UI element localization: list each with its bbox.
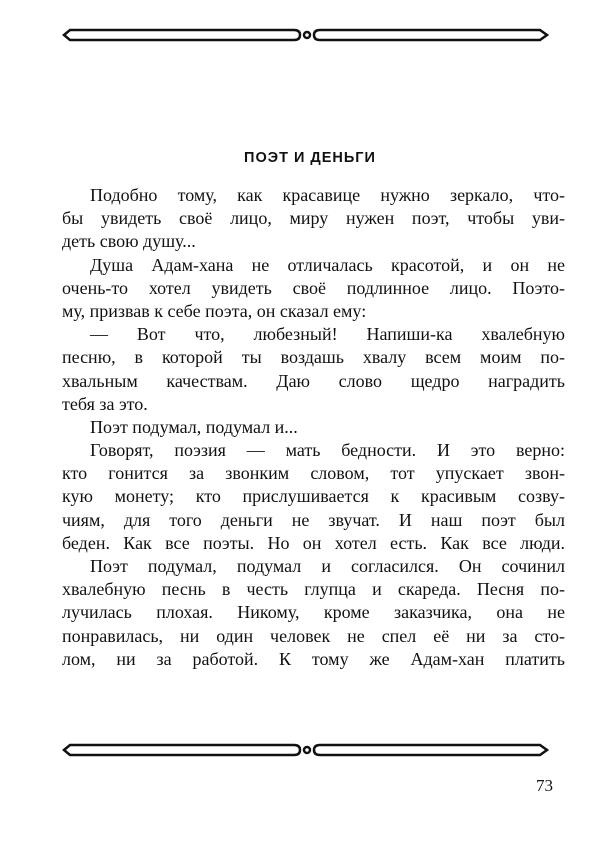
text-line: лом, ни за работой. К тому же Адам-хан платить xyxy=(62,648,565,669)
text-line: песню, в которой ты воздашь хвалу всем моим по- xyxy=(62,347,565,368)
text-line: очень-то хотел увидеть своё подлинное лицо. Поэто- xyxy=(62,277,565,298)
chapter-title: ПОЭТ И ДЕНЬГИ xyxy=(244,150,376,166)
text-line: — Вот что, любезный! Напиши-ка хвалебную xyxy=(90,324,565,345)
text-line: кую монету; кто прислушивается к красивым созву- xyxy=(62,486,565,507)
text-line: Душа Адам-хана не отличалась красотой, и он не xyxy=(90,254,565,275)
text-line: тебя за это. xyxy=(62,393,148,414)
text-line: хвальным качествам. Даю слово щедро наградить xyxy=(62,370,565,391)
text-line: беден. Как все поэты. Но он хотел есть. Как все люди. xyxy=(62,532,565,553)
text-line: Поэт подумал, подумал и согласился. Он сочинил xyxy=(90,556,565,576)
bottom-ornament-divider xyxy=(60,742,555,758)
text-line: Говорят, поэзия — мать бедности. И это верно: xyxy=(90,440,565,461)
text-line: чиям, для того деньги не звучат. И наш поэт был xyxy=(62,509,565,530)
text-line: лучилась плохая. Никому, кроме заказчика, она не xyxy=(62,602,565,623)
text-line: кто гонится за звонким словом, тот упускает звон- xyxy=(62,463,565,484)
text-line: Подобно тому, как красавице нужно зеркало, что- xyxy=(90,185,565,205)
body-text xyxy=(62,184,565,671)
text-line: деть свою душу... xyxy=(62,231,196,252)
text-line: бы увидеть своё лицо, миру нужен поэт, чтобы уви- xyxy=(62,208,565,229)
text-line: му, призвав к себе поэта, он сказал ему: xyxy=(62,300,367,321)
top-ornament-divider xyxy=(60,27,555,43)
page-number: 73 xyxy=(536,776,553,795)
text-line: Поэт подумал, подумал и... xyxy=(90,416,298,437)
text-line: хвалебную песнь в честь глупца и скареда. Песня по- xyxy=(62,579,565,600)
text-line: понравилась, ни один человек не спел её ни за сто- xyxy=(62,625,565,646)
